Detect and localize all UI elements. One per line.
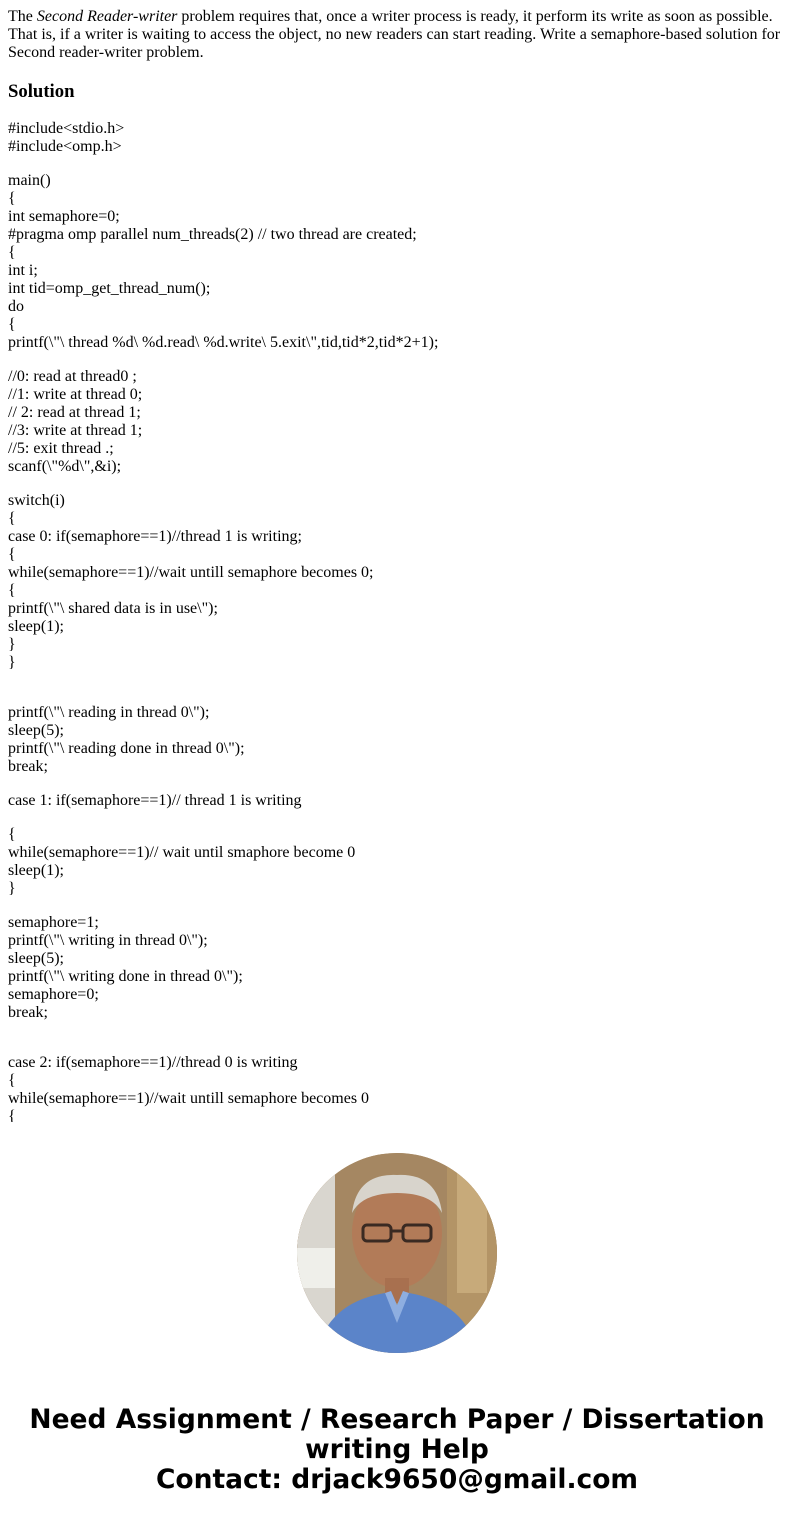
code-line: //1: write at thread 0; bbox=[8, 386, 143, 403]
code-gap bbox=[8, 352, 786, 368]
code-line: while(semaphore==1)//wait untill semaphore becomes 0; bbox=[8, 564, 374, 581]
code-line: printf(\"\ thread %d\ %d.read\ %d.write\ 5.exit\",tid,tid*2,tid*2+1); bbox=[8, 334, 439, 351]
code-line: printf(\"\ reading done in thread 0\"); bbox=[8, 740, 245, 757]
code-line: { bbox=[8, 316, 16, 333]
code-line: #include<stdio.h> bbox=[8, 120, 125, 137]
code-line: sleep(5); bbox=[8, 950, 64, 967]
code-line: case 0: if(semaphore==1)//thread 1 is writing; bbox=[8, 528, 302, 545]
code-line: int i; bbox=[8, 262, 38, 279]
code-line: semaphore=0; bbox=[8, 986, 99, 1003]
solution-heading: Solution bbox=[8, 81, 75, 102]
author-photo-icon bbox=[297, 1153, 497, 1353]
code-paragraph bbox=[8, 792, 786, 810]
code-line: { bbox=[8, 546, 16, 563]
question-rest: problem requires that, once a writer process is ready, it perform its write as soon as possible. That is, if a writer is waiting to access the object, no new readers can start reading. Write a semaphore-based solution for Second reader-writer problem. bbox=[8, 8, 781, 61]
code-gap bbox=[8, 1022, 786, 1038]
code-line: while(semaphore==1)// wait until smaphore become 0 bbox=[8, 844, 356, 861]
code-line: sleep(5); bbox=[8, 722, 64, 739]
solution-code bbox=[8, 120, 786, 1122]
code-gap bbox=[8, 476, 786, 492]
code-line: main() bbox=[8, 172, 51, 189]
code-line: //0: read at thread0 ; bbox=[8, 368, 137, 385]
promo-line-1: Need Assignment / Research Paper / Dissertation bbox=[29, 1404, 765, 1435]
code-line: scanf(\"%d\",&i); bbox=[8, 458, 122, 475]
code-container bbox=[8, 120, 786, 1122]
code-line: //3: write at thread 1; bbox=[8, 422, 143, 439]
code-line: while(semaphore==1)//wait untill semaphore becomes 0 bbox=[8, 1090, 370, 1107]
question-lead: The bbox=[8, 8, 37, 25]
code-gap bbox=[8, 810, 786, 826]
code-paragraph bbox=[8, 914, 786, 1022]
code-line: printf(\"\ reading in thread 0\"); bbox=[8, 704, 210, 721]
code-line: do bbox=[8, 298, 24, 315]
code-gap bbox=[8, 156, 786, 172]
code-line: break; bbox=[8, 1004, 48, 1021]
question-text bbox=[8, 8, 786, 62]
code-line: // 2: read at thread 1; bbox=[8, 404, 141, 421]
code-line: { bbox=[8, 190, 16, 207]
code-line: sleep(1); bbox=[8, 862, 64, 879]
code-line: case 2: if(semaphore==1)//thread 0 is writing bbox=[8, 1054, 298, 1071]
code-gap bbox=[8, 688, 786, 704]
code-line: printf(\"\ shared data is in use\"); bbox=[8, 600, 218, 617]
code-line: int semaphore=0; bbox=[8, 208, 120, 225]
code-line: semaphore=1; bbox=[8, 914, 99, 931]
code-gap bbox=[8, 776, 786, 792]
question-emphasis: Second Reader-writer bbox=[36, 8, 178, 25]
promo-contact: Contact: drjack9650@gmail.com bbox=[155, 1464, 639, 1495]
code-paragraph bbox=[8, 120, 786, 156]
code-gap bbox=[8, 1038, 786, 1054]
code-line: } bbox=[8, 880, 16, 897]
code-line: break; bbox=[8, 758, 48, 775]
code-line: } bbox=[8, 636, 16, 653]
code-paragraph bbox=[8, 368, 786, 476]
code-line: { bbox=[8, 582, 16, 599]
code-line: int tid=omp_get_thread_num(); bbox=[8, 280, 211, 297]
code-line: { bbox=[8, 244, 16, 261]
code-line: #pragma omp parallel num_threads(2) // two thread are created; bbox=[8, 226, 417, 243]
author-photo bbox=[297, 1153, 497, 1353]
code-paragraph bbox=[8, 1054, 786, 1122]
code-paragraph bbox=[8, 492, 786, 672]
code-line: //5: exit thread .; bbox=[8, 440, 114, 457]
code-line: { bbox=[8, 1072, 16, 1089]
code-paragraph bbox=[8, 704, 786, 776]
code-line: printf(\"\ writing done in thread 0\"); bbox=[8, 968, 243, 985]
code-line: { bbox=[8, 826, 16, 843]
code-line: printf(\"\ writing in thread 0\"); bbox=[8, 932, 208, 949]
code-gap bbox=[8, 672, 786, 688]
code-line: #include<omp.h> bbox=[8, 138, 122, 155]
code-line: { bbox=[8, 510, 16, 527]
code-gap bbox=[8, 898, 786, 914]
code-paragraph bbox=[8, 172, 786, 352]
code-line: case 1: if(semaphore==1)// thread 1 is writing bbox=[8, 792, 302, 809]
document-page bbox=[8, 0, 786, 103]
code-line: } bbox=[8, 654, 16, 671]
code-line: { bbox=[8, 1108, 16, 1122]
code-line: switch(i) bbox=[8, 492, 65, 509]
code-paragraph bbox=[8, 826, 786, 898]
promo-line-2: writing Help bbox=[305, 1434, 489, 1465]
code-line: sleep(1); bbox=[8, 618, 64, 635]
